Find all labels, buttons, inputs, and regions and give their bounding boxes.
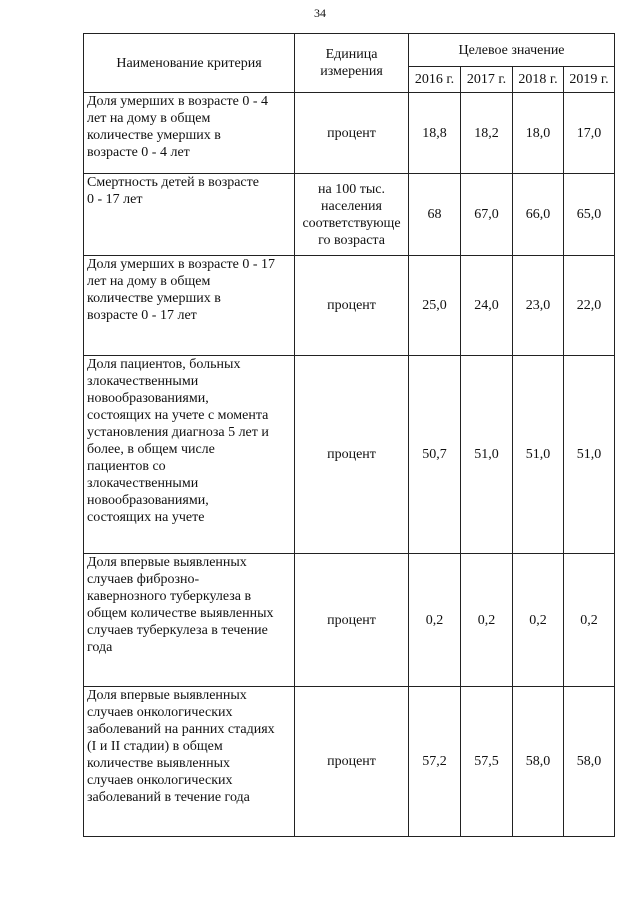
criterion-unit: процент	[295, 554, 409, 687]
criterion-name	[84, 356, 295, 554]
value-2016: 18,8	[409, 93, 461, 174]
table-row	[84, 256, 615, 356]
header-row	[84, 34, 615, 67]
value-2018: 66,0	[513, 174, 564, 256]
criterion-unit: процент	[295, 356, 409, 554]
criterion-name-text: Доля впервые выявленных случаев онкологических заболеваний на ранних стадиях (I и II стадии) в общем количестве выявленных случаев онкологических заболеваний в течение года	[87, 688, 275, 805]
value-2016: 57,2	[409, 687, 461, 837]
table-row	[84, 554, 615, 687]
value-2018: 58,0	[513, 687, 564, 837]
value-2017: 24,0	[461, 256, 513, 356]
table-row	[84, 174, 615, 256]
table-row	[84, 687, 615, 837]
value-2016: 68	[409, 174, 461, 256]
criterion-name-text: Доля умерших в возрасте 0 - 4 лет на дому в общем количестве умерших в возрасте 0 - 4 лет	[87, 94, 269, 160]
criterion-unit: процент	[295, 256, 409, 356]
value-2019: 22,0	[564, 256, 615, 356]
criterion-name	[84, 93, 295, 174]
header-name: Наименование критерия	[84, 34, 295, 93]
criterion-unit: процент	[295, 687, 409, 837]
value-2018: 51,0	[513, 356, 564, 554]
value-2016: 50,7	[409, 356, 461, 554]
value-2019: 58,0	[564, 687, 615, 837]
criteria-table	[83, 33, 615, 837]
value-2017: 51,0	[461, 356, 513, 554]
criterion-name	[84, 174, 295, 256]
criterion-name	[84, 256, 295, 356]
header-target: Целевое значение	[409, 34, 615, 67]
header-year: 2017 г.	[461, 67, 513, 93]
criterion-name	[84, 687, 295, 837]
criterion-unit: процент	[295, 93, 409, 174]
value-2018: 23,0	[513, 256, 564, 356]
criterion-name-text: Смертность детей в возрасте 0 - 17 лет	[87, 175, 259, 207]
value-2018: 0,2	[513, 554, 564, 687]
table-row	[84, 93, 615, 174]
table-row	[84, 356, 615, 554]
criterion-unit: на 100 тыс. населения соответствующе го возраста	[295, 174, 409, 256]
criterion-name-text: Доля умерших в возрасте 0 - 17 лет на дому в общем количестве умерших в возрасте 0 - 17 лет	[87, 257, 276, 323]
value-2017: 67,0	[461, 174, 513, 256]
value-2016: 25,0	[409, 256, 461, 356]
criterion-name-text: Доля впервые выявленных случаев фиброзно- кавернозного туберкулеза в общем количестве выявленных случаев туберкулеза в течение года	[87, 555, 274, 655]
value-2017: 18,2	[461, 93, 513, 174]
value-2019: 0,2	[564, 554, 615, 687]
value-2017: 57,5	[461, 687, 513, 837]
criterion-name-text: Доля пациентов, больных злокачественными новообразованиями, состоящих на учете с момента установления диагноза 5 лет и более, в общем числе пациентов со злокачественными новообразованиями, состоящих на учете	[87, 357, 269, 525]
header-unit: Единица измерения	[295, 34, 409, 93]
value-2017: 0,2	[461, 554, 513, 687]
criterion-name	[84, 554, 295, 687]
value-2019: 17,0	[564, 93, 615, 174]
value-2016: 0,2	[409, 554, 461, 687]
page-number: 34	[314, 6, 326, 20]
value-2018: 18,0	[513, 93, 564, 174]
header-year: 2018 г.	[513, 67, 564, 93]
value-2019: 51,0	[564, 356, 615, 554]
header-year: 2016 г.	[409, 67, 461, 93]
header-year: 2019 г.	[564, 67, 615, 93]
value-2019: 65,0	[564, 174, 615, 256]
